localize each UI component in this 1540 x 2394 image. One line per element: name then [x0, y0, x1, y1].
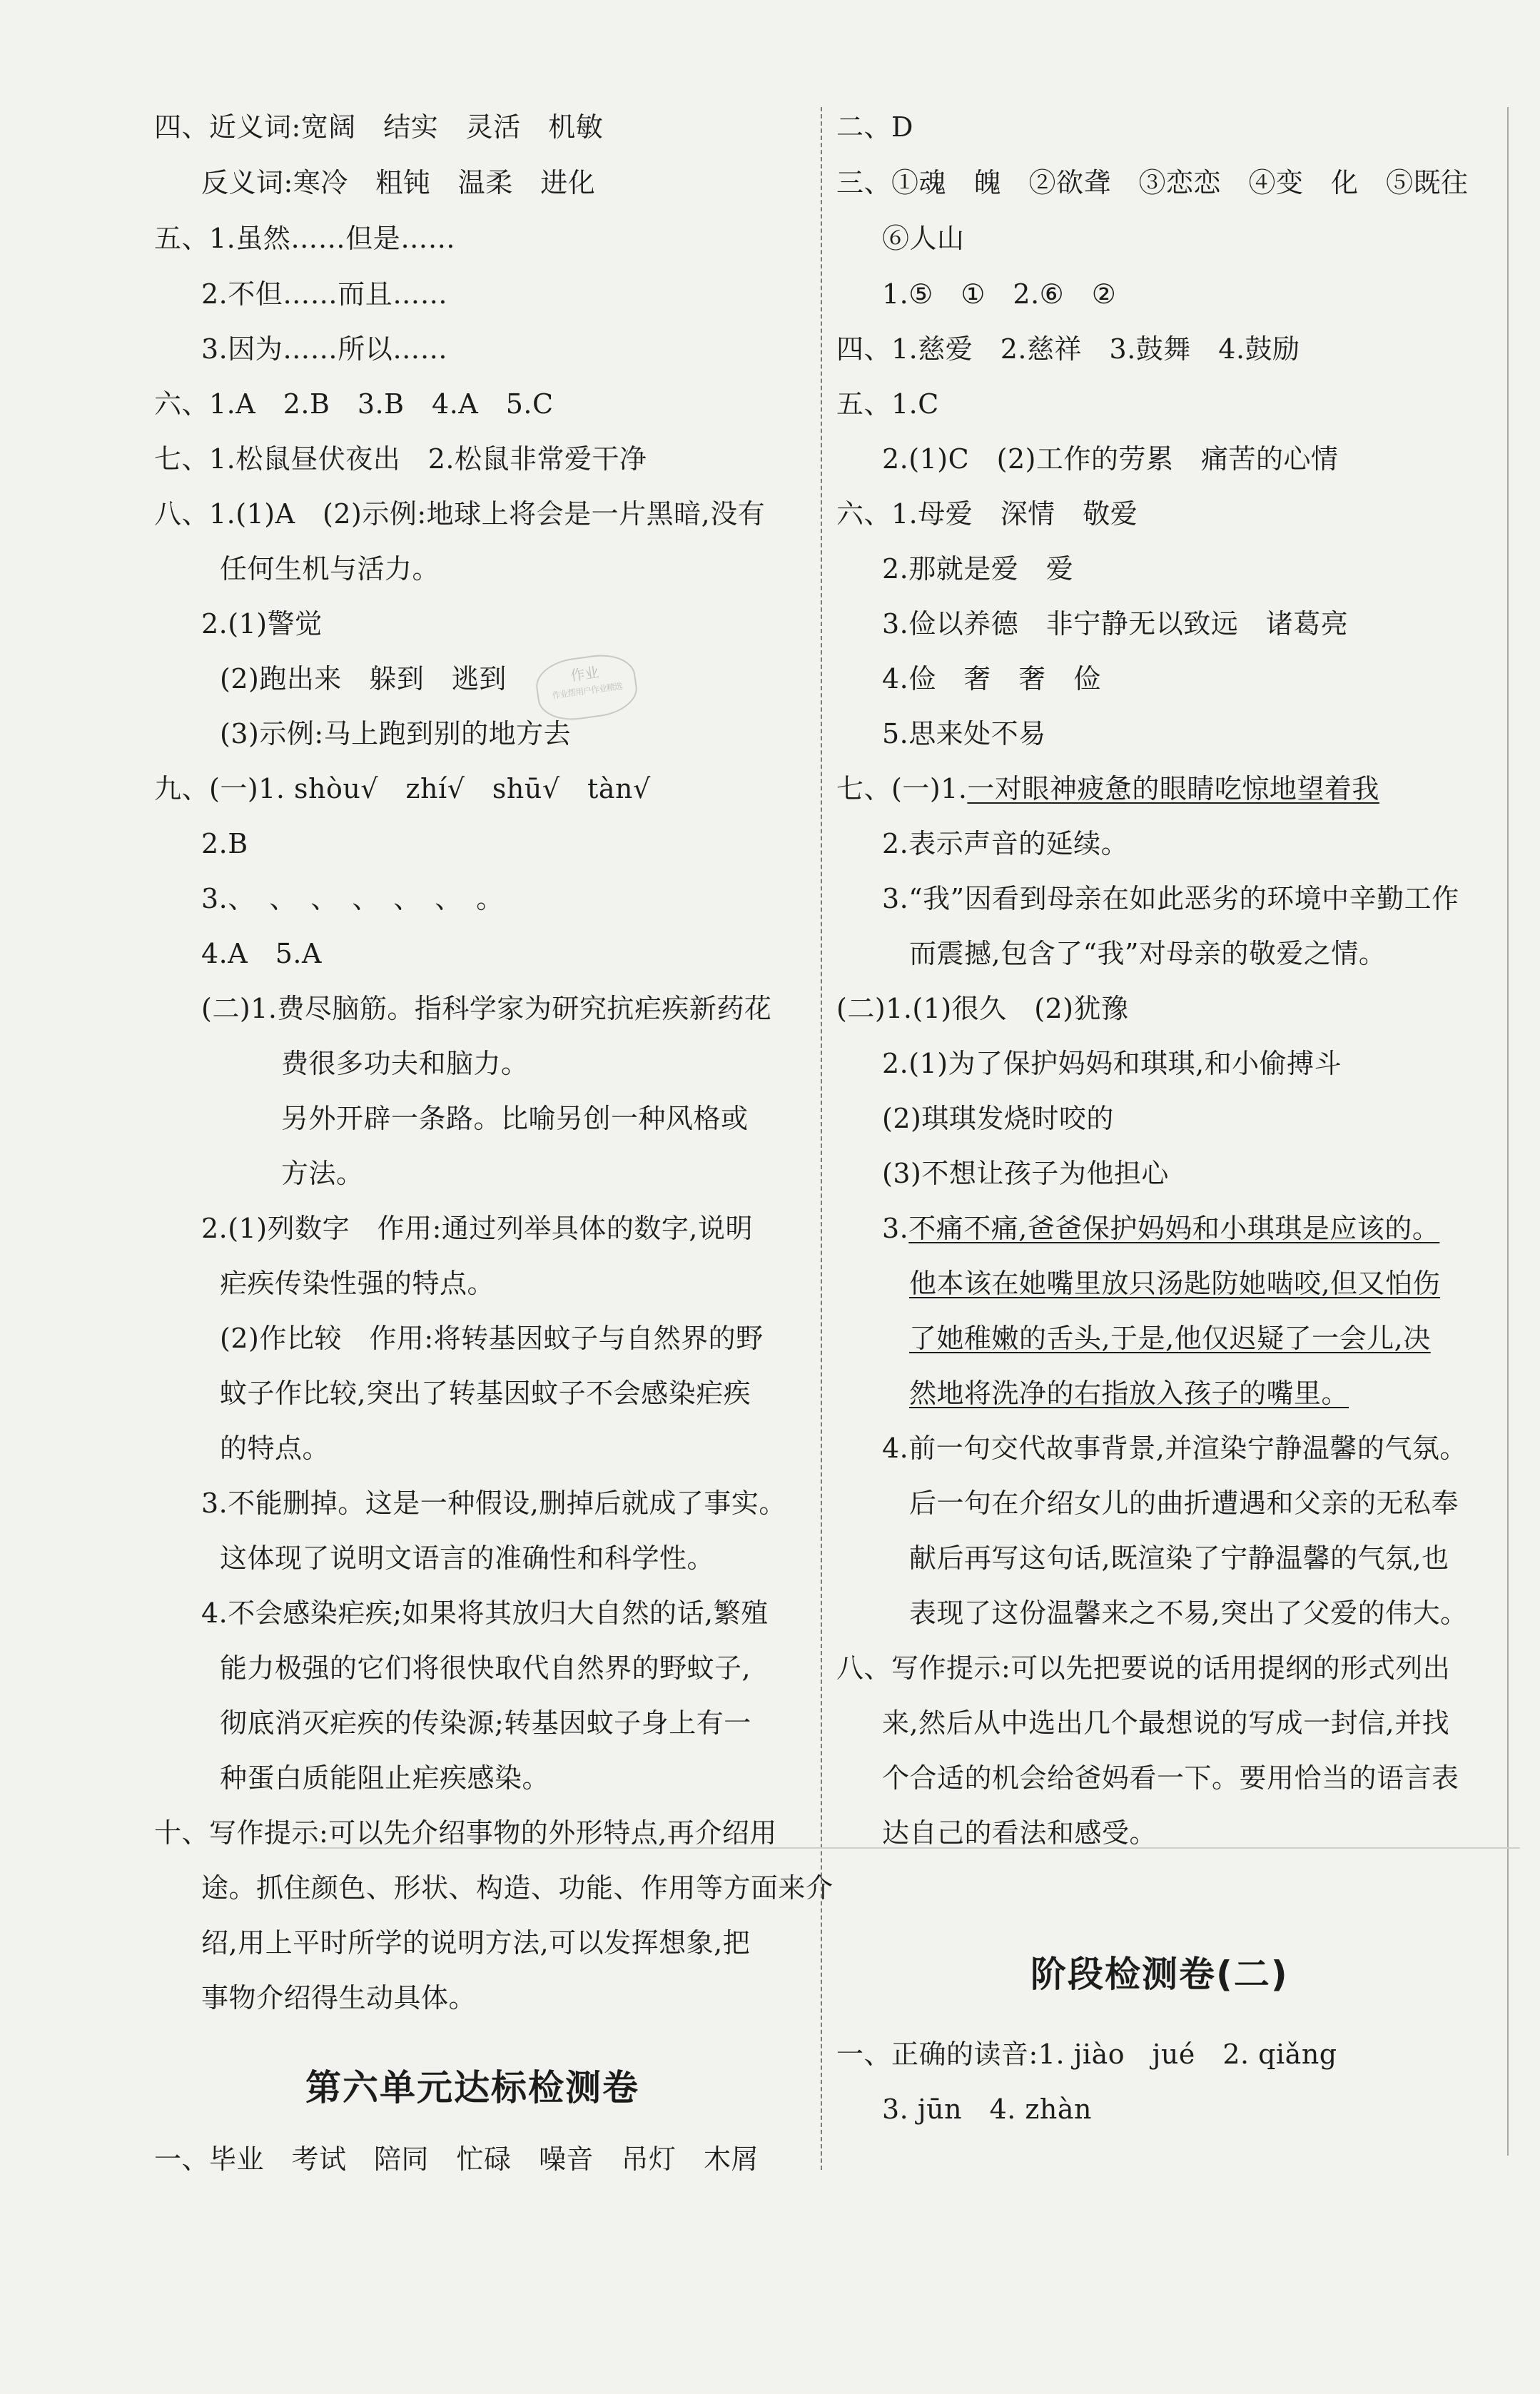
stamp-subtext: 作业帮用户作业精选	[551, 681, 623, 701]
answer-line: 表现了这份温馨来之不易,突出了父爱的伟大。	[909, 1597, 1468, 1629]
answer-line	[836, 772, 1379, 805]
answer-line: 3.俭以养德 非宁静无以致远 诸葛亮	[882, 608, 1349, 640]
underlined-answer: 然地将洗净的右指放入孩子的嘴里。	[909, 1378, 1349, 1409]
answer-line: 任何生机与活力。	[220, 553, 440, 585]
answer-line: 另外开辟一条路。比喻另创一种风格或	[281, 1103, 749, 1134]
answer-line: 3.“我”因看到母亲在如此恶劣的环境中辛勤工作	[882, 883, 1459, 914]
answer-line: 四、近义词:宽阔 结实 灵活 机敏	[154, 111, 604, 143]
answer-prefix: 3.	[882, 1213, 909, 1244]
answer-line: 种蛋白质能阻止疟疾感染。	[220, 1762, 550, 1794]
answer-line	[882, 1212, 1439, 1245]
answer-line: 2.(1)C (2)工作的劳累 痛苦的心情	[882, 443, 1339, 475]
answer-line: 二、D	[836, 111, 913, 143]
answer-line: 3.、 、 、 、 、 、 。	[201, 883, 504, 914]
answer-line: 2.(1)列数字 作用:通过列举具体的数字,说明	[201, 1213, 753, 1244]
answer-line: 一、毕业 考试 陪同 忙碌 噪音 吊灯 木屑	[154, 2143, 759, 2175]
answer-line: 3.不能删掉。这是一种假设,删掉后就成了事实。	[201, 1488, 786, 1519]
answer-line: 2.表示声音的延续。	[882, 828, 1129, 859]
answer-line: 彻底消灭疟疾的传染源;转基因蚊子身上有一	[220, 1707, 751, 1739]
answer-line: (3)示例:马上跑到别的地方去	[220, 718, 572, 749]
underlined-answer: 一对眼神疲惫的眼睛吃惊地望着我	[967, 773, 1379, 804]
answer-line: (2)琪琪发烧时咬的	[882, 1103, 1114, 1134]
answer-line: 疟疾传染性强的特点。	[220, 1268, 495, 1299]
answer-line: 1.⑤ ① 2.⑥ ②	[882, 278, 1117, 310]
underlined-answer: 不痛不痛,爸爸保护妈妈和小琪琪是应该的。	[908, 1213, 1440, 1244]
answer-line: 反义词:寒冷 粗钝 温柔 进化	[201, 167, 596, 198]
answer-line: 六、1.母爱 深情 敬爱	[836, 498, 1138, 530]
answer-line: (二)1.(1)很久 (2)犹豫	[836, 993, 1129, 1024]
answer-line: 一、正确的读音:1. jiào jué 2. qiǎng	[836, 2039, 1337, 2070]
answer-line: 绍,用上平时所学的说明方法,可以发挥想象,把	[201, 1927, 751, 1959]
answer-line: 2.那就是爱 爱	[882, 553, 1074, 585]
answer-line: 4.A 5.A	[201, 938, 322, 969]
answer-line: 费很多功夫和脑力。	[281, 1048, 529, 1079]
answer-line: 4.俭 奢 奢 俭	[882, 663, 1101, 695]
answer-line: (2)作比较 作用:将转基因蚊子与自然界的野	[220, 1323, 764, 1354]
answer-line: 途。抓住颜色、形状、构造、功能、作用等方面来介	[201, 1872, 834, 1904]
column-divider	[821, 107, 822, 2170]
underlined-answer: 了她稚嫩的舌头,于是,他仅迟疑了一会儿,决	[909, 1323, 1431, 1354]
answer-line: 五、1.C	[836, 388, 939, 420]
answer-line: 来,然后从中选出几个最想说的写成一封信,并找	[882, 1707, 1450, 1739]
underlined-answer: 他本该在她嘴里放只汤匙防她啮咬,但又怕伤	[909, 1268, 1441, 1299]
answer-line: (2)跑出来 躲到 逃到	[220, 663, 507, 695]
answer-line: (3)不想让孩子为他担心	[882, 1158, 1169, 1189]
answer-line: 方法。	[281, 1158, 364, 1189]
answer-line: 八、1.(1)A (2)示例:地球上将会是一片黑暗,没有	[154, 498, 766, 530]
answer-line: 四、1.慈爱 2.慈祥 3.鼓舞 4.鼓励	[836, 333, 1300, 365]
answer-line: 5.思来处不易	[882, 718, 1046, 749]
answer-line: 十、写作提示:可以先介绍事物的外形特点,再介绍用	[154, 1817, 777, 1849]
answer-line: 九、(一)1. shòu√ zhí√ shū√ tàn√	[154, 773, 651, 804]
answer-line: 4.不会感染疟疾;如果将其放归大自然的话,繁殖	[201, 1597, 769, 1629]
answer-line: 三、①魂 魄 ②欲聋 ③恋恋 ④变 化 ⑤既往	[836, 167, 1469, 198]
answer-line: 献后再写这句话,既渲染了宁静温馨的气氛,也	[909, 1542, 1449, 1574]
answer-line: 2.(1)为了保护妈妈和琪琪,和小偷搏斗	[882, 1048, 1342, 1079]
answer-line: 五、1.虽然……但是……	[154, 223, 456, 254]
answer-line: 的特点。	[220, 1433, 330, 1464]
answer-line: (二)1.费尽脑筋。指科学家为研究抗疟疾新药花	[201, 993, 772, 1024]
answer-line: 达自己的看法和感受。	[882, 1817, 1157, 1849]
answer-line: 能力极强的它们将很快取代自然界的野蚊子,	[220, 1652, 751, 1684]
section-title-unit6: 第六单元达标检测卷	[305, 2067, 639, 2108]
answer-line: 个合适的机会给爸妈看一下。要用恰当的语言表	[882, 1762, 1459, 1794]
answer-line: 后一句在介绍女儿的曲折遭遇和父亲的无私奉	[909, 1488, 1459, 1519]
answer-line: 3. jūn 4. zhàn	[882, 2094, 1093, 2125]
answer-line: 蚊子作比较,突出了转基因蚊子不会感染疟疾	[220, 1378, 751, 1409]
answer-line: 2.(1)警觉	[201, 608, 323, 640]
answer-line: 而震撼,包含了“我”对母亲的敬爱之情。	[909, 938, 1387, 969]
answer-line: 这体现了说明文语言的准确性和科学性。	[220, 1542, 715, 1574]
answer-line: 六、1.A 2.B 3.B 4.A 5.C	[154, 388, 554, 420]
stamp-text: 作业	[569, 663, 600, 685]
answer-line: 八、写作提示:可以先把要说的话用提纲的形式列出	[836, 1652, 1451, 1684]
answer-line: 2.不但……而且……	[201, 278, 448, 310]
answer-prefix: 七、(一)1.	[836, 773, 968, 804]
answer-line: 事物介绍得生动具体。	[201, 1982, 477, 2014]
answer-line: 3.因为……所以……	[201, 333, 448, 365]
watermark-stamp	[533, 650, 641, 725]
section-title-stage-test: 阶段检测卷(二)	[1030, 1954, 1289, 1995]
answer-line: 七、1.松鼠昼伏夜出 2.松鼠非常爱干净	[154, 443, 647, 475]
answer-line: ⑥人山	[882, 223, 965, 254]
answer-line: 4.前一句交代故事背景,并渲染宁静温馨的气氛。	[882, 1433, 1467, 1464]
answer-line: 2.B	[201, 828, 248, 859]
